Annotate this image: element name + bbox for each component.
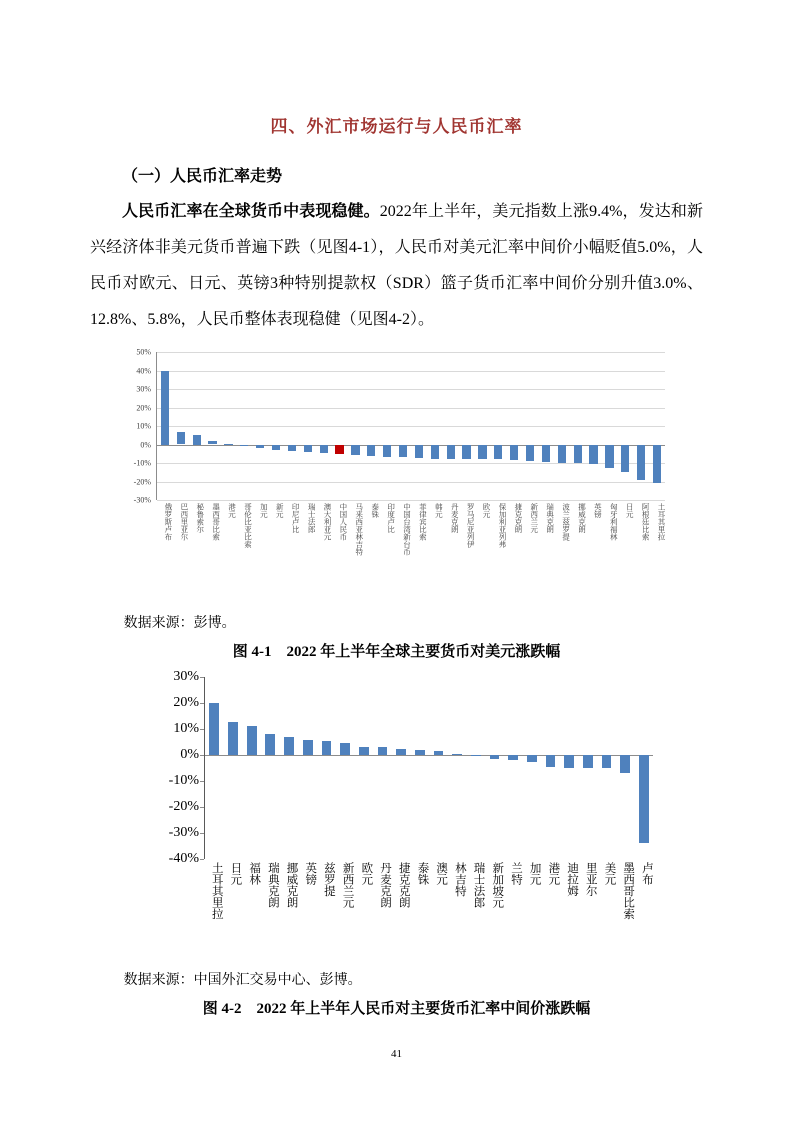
page-number: 41 — [391, 1048, 402, 1060]
bar-菲律宾比索 — [415, 445, 423, 459]
bar-捷克克朗 — [396, 749, 406, 756]
bar-column — [252, 352, 268, 500]
x-axis-category-label: 巴西里亚尔 — [179, 503, 189, 541]
bar-column — [395, 352, 411, 500]
bar-column — [280, 677, 299, 859]
bar-新加坡元 — [490, 755, 500, 759]
x-axis-category-label: 新元 — [275, 503, 285, 518]
bar-column — [205, 677, 224, 859]
chart1-y-axis — [120, 347, 156, 505]
bar-欧元 — [478, 445, 486, 460]
bar-column — [348, 352, 364, 500]
bar-column — [316, 352, 332, 500]
bar-瑞典克朗 — [265, 734, 275, 755]
chart2-y-axis — [148, 669, 204, 866]
x-axis-category-label: 罗马尼亚列伊 — [466, 503, 476, 548]
bar-column — [522, 352, 538, 500]
y-axis-tickmark — [200, 677, 204, 678]
bar-墨西哥比索 — [208, 441, 216, 445]
bar-英镑 — [303, 740, 313, 755]
bars-layer — [205, 677, 653, 859]
x-axis-category-label: 秘鲁索尔 — [195, 503, 205, 533]
bar-column — [268, 352, 284, 500]
bar-column — [205, 352, 221, 500]
x-axis-category-label: 丹麦克朗 — [379, 862, 392, 908]
bar-港元 — [224, 444, 232, 445]
x-axis-category-label: 日元 — [229, 862, 242, 885]
bar-阿根廷比索 — [637, 445, 645, 480]
bar-column — [490, 352, 506, 500]
bar-column — [560, 677, 579, 859]
y-axis-tick-label: 30% — [136, 384, 151, 394]
x-axis-category-label: 土耳其里拉 — [657, 503, 666, 541]
x-axis-category-label: 墨西哥比索 — [211, 503, 221, 541]
x-axis-category-label: 英镑 — [593, 503, 603, 518]
bar-column — [475, 352, 491, 500]
bar-俄罗斯卢布 — [161, 371, 169, 445]
x-axis-category-label: 瑞士法郎 — [307, 503, 317, 533]
x-axis-category-label: 韩元 — [434, 503, 444, 518]
bar-巴西里亚尔 — [177, 432, 185, 445]
bar-column — [570, 352, 586, 500]
bar-column — [157, 352, 173, 500]
x-axis-category-label: 俄罗斯卢布 — [163, 503, 173, 541]
bar-column — [649, 352, 665, 500]
y-axis-tick-label: 0% — [140, 440, 151, 449]
bars-layer — [157, 352, 665, 500]
x-axis-category-label: 加元 — [528, 862, 541, 885]
x-axis-category-label: 捷克克朗 — [397, 862, 410, 908]
chart1-plot-area — [156, 352, 665, 500]
x-axis-category-label: 新西兰元 — [529, 503, 539, 533]
y-axis-tickmark — [200, 755, 204, 756]
bar-column — [336, 677, 355, 859]
y-axis-tickmark — [200, 859, 204, 860]
bar-column — [173, 352, 189, 500]
bar-泰铢 — [367, 445, 375, 456]
x-axis-category-label: 哥伦比亚比索 — [243, 503, 253, 548]
bar-column — [284, 352, 300, 500]
bar-column — [261, 677, 280, 859]
x-axis-category-label: 福林 — [248, 862, 261, 885]
bar-卢布 — [639, 755, 649, 843]
x-axis-category-label: 波兰兹罗提 — [561, 503, 571, 541]
x-axis-category-label: 新加坡元 — [491, 862, 504, 908]
x-axis-category-label: 迪拉姆 — [566, 862, 579, 897]
figure-4-2-bar-chart — [148, 669, 653, 955]
bar-column — [485, 677, 504, 859]
x-axis-category-label: 港元 — [227, 503, 237, 518]
bar-column — [602, 352, 618, 500]
section-heading: （一）人民币汇率走势 — [122, 168, 283, 185]
x-axis-category-label: 土耳其里拉 — [210, 862, 223, 920]
bar-column — [317, 677, 336, 859]
x-axis-category-label: 欧元 — [482, 503, 492, 518]
bar-捷克克朗 — [510, 445, 518, 461]
x-axis-category-label: 林吉特 — [453, 862, 466, 897]
gridline — [157, 500, 665, 501]
x-axis-category-label: 匈牙利福林 — [609, 503, 619, 541]
bar-里亚尔 — [583, 755, 593, 768]
bar-英镑 — [589, 445, 597, 464]
x-axis-category-label: 欧元 — [360, 862, 373, 885]
y-axis-tick-label: -20% — [168, 799, 199, 814]
bar-column — [363, 352, 379, 500]
x-axis-category-label: 保加利亚列弗 — [497, 503, 507, 548]
y-axis-tick-label: 40% — [136, 366, 151, 375]
bar-新元 — [272, 445, 280, 451]
bar-秘鲁索尔 — [193, 435, 201, 444]
paragraph-text: 2022年上半年，美元指数上涨9.4%，发达和新兴经济体非美元货币普遍下跌（见图4-1），人民币对美元汇率中间价小幅贬值5.0%，人民币对欧元、日元、英镑3种特别提款权（SDR）篮子货币汇率中间价分别升值3.0%、12.8%、5.8%，人民币整体表现稳健（见图4-2）。 — [90, 203, 703, 328]
bar-column — [429, 677, 448, 859]
bar-column — [597, 677, 616, 859]
x-axis-category-label: 里亚尔 — [584, 862, 597, 897]
bar-瑞典克朗 — [542, 445, 550, 463]
bar-新西兰元 — [526, 445, 534, 462]
figure-4-1-caption: 图 4-1 2022 年上半年全球主要货币对美元涨跌幅 — [232, 644, 561, 660]
y-axis-tickmark — [200, 833, 204, 834]
bar-column — [554, 352, 570, 500]
chart1-x-axis-labels — [156, 500, 665, 580]
bar-column — [242, 677, 261, 859]
bar-瑞士法郎 — [304, 445, 312, 452]
bar-column — [392, 677, 411, 859]
bar-罗马尼亚列伊 — [462, 445, 470, 460]
x-axis-category-label: 澳元 — [435, 862, 448, 885]
bar-泰铢 — [415, 750, 425, 755]
bar-column — [332, 352, 348, 500]
bar-保加利亚列弗 — [494, 445, 502, 460]
bar-澳元 — [434, 751, 444, 755]
x-axis-category-label: 兰特 — [509, 862, 522, 885]
bar-column — [300, 352, 316, 500]
y-axis-tick-label: 0% — [180, 747, 199, 762]
figure-4-2-source: 数据来源：中国外汇交易中心、彭博。 — [123, 973, 362, 988]
x-axis-category-label: 中国人民币 — [338, 503, 348, 541]
y-axis-tick-label: -30% — [133, 495, 151, 505]
y-axis-tick-label: 20% — [136, 403, 151, 412]
x-axis-category-label: 菲律宾比索 — [418, 503, 428, 541]
figure-4-2-caption: 图 4-2 2022 年上半年人民币对主要货币汇率中间价涨跌幅 — [202, 1001, 591, 1017]
x-axis-category-label: 日元 — [625, 503, 635, 518]
bar-挪威克朗 — [284, 737, 294, 755]
bar-兹罗提 — [322, 741, 332, 755]
bar-column — [616, 677, 635, 859]
y-axis-tickmark — [200, 807, 204, 808]
x-axis-category-label: 澳大利亚元 — [322, 503, 332, 541]
bar-column — [411, 352, 427, 500]
bar-印尼卢比 — [288, 445, 296, 451]
bar-挪威克朗 — [574, 445, 582, 464]
paragraph-lead-bold: 人民币汇率在全球货币中表现稳健。 — [122, 203, 380, 220]
bar-澳大利亚元 — [320, 445, 328, 453]
bar-column — [236, 352, 252, 500]
bar-column — [354, 677, 373, 859]
bar-墨西哥比索 — [620, 755, 630, 773]
y-axis-tick-label: -10% — [133, 458, 151, 468]
x-axis-category-label: 马来西亚林吉特 — [354, 503, 364, 556]
bar-日元 — [228, 722, 238, 755]
figure-4-1-source: 数据来源：彭博。 — [123, 616, 236, 631]
figure-4-1-bar-chart — [120, 347, 666, 580]
y-axis-tick-label: 50% — [136, 347, 151, 357]
y-axis-tick-label: -40% — [168, 851, 199, 866]
bar-加元 — [527, 755, 537, 762]
bar-column — [586, 352, 602, 500]
bar-中国人民币 — [335, 445, 343, 454]
bar-column — [443, 352, 459, 500]
x-axis-category-label: 挪威克朗 — [285, 862, 298, 908]
bar-美元 — [602, 755, 612, 768]
x-axis-category-label: 瑞典克朗 — [545, 503, 555, 533]
bar-匈牙利福林 — [605, 445, 613, 468]
bar-column — [221, 352, 237, 500]
x-axis-category-label: 丹麦克朗 — [450, 503, 460, 533]
bar-column — [298, 677, 317, 859]
body-paragraph — [90, 194, 703, 338]
bar-土耳其里拉 — [653, 445, 661, 484]
bar-欧元 — [359, 747, 369, 755]
bar-column — [379, 352, 395, 500]
bar-column — [506, 352, 522, 500]
bar-马来西亚林吉特 — [351, 445, 359, 455]
bar-哥伦比亚比索 — [240, 445, 248, 447]
y-axis-tickmark — [200, 781, 204, 782]
x-axis-category-label: 兹罗提 — [322, 862, 335, 897]
bar-丹麦克朗 — [447, 445, 455, 460]
x-axis-category-label: 印尼卢比 — [291, 503, 301, 533]
x-axis-category-label: 挪威克朗 — [577, 503, 587, 533]
x-axis-category-label: 泰铢 — [416, 862, 429, 885]
x-axis-category-label: 加元 — [259, 503, 269, 518]
x-axis-category-label: 阿根廷比索 — [641, 503, 651, 541]
page-title: 四、外汇市场运行与人民币汇率 — [270, 117, 523, 136]
x-axis-category-label: 港元 — [547, 862, 560, 885]
bar-column — [466, 677, 485, 859]
y-axis-tick-label: 10% — [173, 721, 199, 736]
bar-波兰兹罗提 — [558, 445, 566, 464]
bar-column — [538, 352, 554, 500]
y-axis-tickmark — [200, 703, 204, 704]
bar-林吉特 — [452, 754, 462, 755]
bar-印度卢比 — [383, 445, 391, 457]
bar-福林 — [247, 726, 257, 755]
bar-新西兰元 — [340, 743, 350, 755]
x-axis-category-label: 印度卢比 — [386, 503, 396, 533]
x-axis-category-label: 英镑 — [304, 862, 317, 885]
chart2-x-axis-labels — [204, 859, 653, 955]
bar-column — [617, 352, 633, 500]
bar-加元 — [256, 445, 264, 449]
bar-丹麦克朗 — [378, 747, 388, 755]
y-axis-tick-label: -30% — [168, 825, 199, 840]
bar-韩元 — [431, 445, 439, 460]
bar-港元 — [546, 755, 556, 767]
bar-column — [541, 677, 560, 859]
bar-瑞士法郎 — [471, 755, 481, 756]
y-axis-tick-label: 10% — [136, 421, 151, 431]
bar-column — [504, 677, 523, 859]
bar-column — [427, 352, 443, 500]
bar-兰特 — [508, 755, 518, 760]
bar-column — [373, 677, 392, 859]
x-axis-category-label: 泰铢 — [370, 503, 380, 518]
x-axis-category-label: 卢布 — [640, 862, 653, 885]
y-axis-tick-label: 20% — [173, 695, 199, 710]
bar-column — [410, 677, 429, 859]
y-axis-tick-label: -10% — [168, 773, 199, 788]
chart2-plot-area — [204, 677, 653, 859]
bar-column — [459, 352, 475, 500]
x-axis-category-label: 新西兰元 — [341, 862, 354, 908]
x-axis-category-label: 中国台湾新台币 — [402, 503, 412, 556]
bar-column — [448, 677, 467, 859]
bar-column — [189, 352, 205, 500]
y-axis-tick-label: 30% — [173, 669, 199, 684]
x-axis-category-label: 美元 — [603, 862, 616, 885]
bar-中国台湾新台币 — [399, 445, 407, 458]
bar-column — [224, 677, 243, 859]
bar-土耳其里拉 — [209, 703, 219, 755]
y-axis-tick-label: -20% — [133, 477, 151, 486]
bar-column — [522, 677, 541, 859]
x-axis-category-label: 瑞士法郎 — [472, 862, 485, 908]
bar-column — [634, 677, 653, 859]
bar-迪拉姆 — [564, 755, 574, 768]
x-axis-category-label: 墨西哥比索 — [622, 862, 635, 920]
y-axis-tickmark — [200, 729, 204, 730]
x-axis-category-label: 瑞典克朗 — [266, 862, 279, 908]
bar-column — [578, 677, 597, 859]
bar-日元 — [621, 445, 629, 473]
x-axis-category-label: 捷克克朗 — [513, 503, 523, 533]
bar-column — [633, 352, 649, 500]
